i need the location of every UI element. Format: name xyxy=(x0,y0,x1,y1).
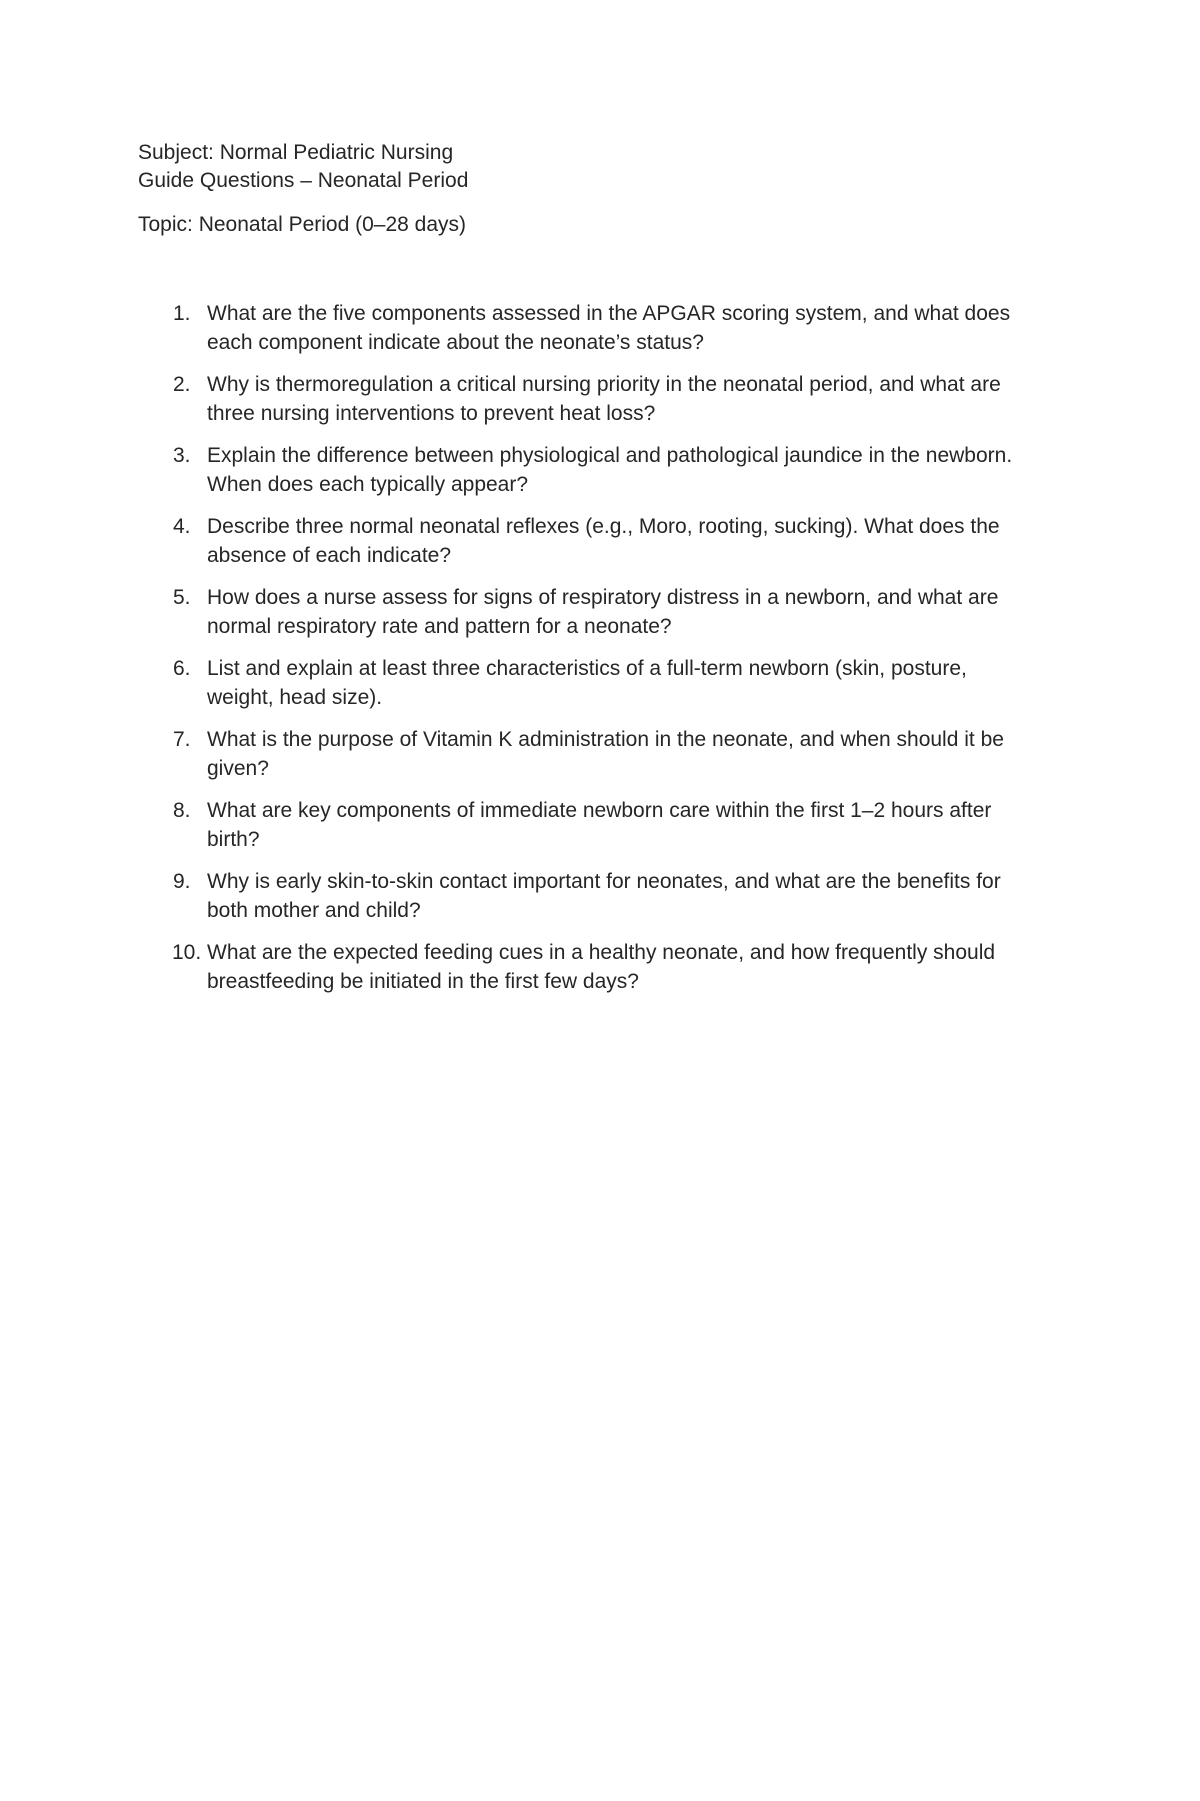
question-number: 10. xyxy=(172,941,202,964)
question-item xyxy=(138,512,1058,570)
question-text: Describe three normal neonatal reflexes (e.g., Moro, rooting, sucking). What does the absence of each indicate? xyxy=(207,515,1000,567)
subject-line: Subject: Normal Pediatric Nursing xyxy=(138,141,454,164)
question-item xyxy=(138,725,1058,783)
question-text: What are the expected feeding cues in a healthy neonate, and how frequently should breastfeeding be initiated in the first few days? xyxy=(207,941,996,993)
question-number: 5. xyxy=(173,586,191,609)
question-number: 2. xyxy=(173,373,191,396)
question-number: 1. xyxy=(173,302,191,325)
question-list xyxy=(138,299,1058,1009)
question-text: List and explain at least three characteristics of a full-term newborn (skin, posture, weight, head size). xyxy=(207,657,967,709)
question-number: 4. xyxy=(173,515,191,538)
question-text: Explain the difference between physiological and pathological jaundice in the newborn. When does each typically appear? xyxy=(207,444,1013,496)
question-number: 3. xyxy=(173,444,191,467)
guide-title: Guide Questions – Neonatal Period xyxy=(138,169,469,192)
document-header xyxy=(138,139,1038,195)
topic-line: Topic: Neonatal Period (0–28 days) xyxy=(138,213,467,236)
question-text: What are the five components assessed in the APGAR scoring system, and what does each component indicate about the neonate’s status? xyxy=(207,302,1011,354)
question-number: 8. xyxy=(173,799,191,822)
question-number: 7. xyxy=(173,728,191,751)
question-text: Why is thermoregulation a critical nursing priority in the neonatal period, and what are three nursing interventions to prevent heat loss? xyxy=(207,373,1001,425)
question-item xyxy=(138,583,1058,641)
question-number: 6. xyxy=(173,657,191,680)
question-item xyxy=(138,299,1058,357)
question-item xyxy=(138,370,1058,428)
question-text: What are key components of immediate newborn care within the first 1–2 hours after birth? xyxy=(207,799,992,851)
question-text: How does a nurse assess for signs of respiratory distress in a newborn, and what are normal respiratory rate and pattern for a neonate? xyxy=(207,586,999,638)
question-item xyxy=(138,867,1058,925)
question-text: Why is early skin-to-skin contact important for neonates, and what are the benefits for both mother and child? xyxy=(207,870,1001,922)
question-item xyxy=(138,796,1058,854)
question-text: What is the purpose of Vitamin K administration in the neonate, and when should it be given? xyxy=(207,728,1004,780)
question-item xyxy=(138,654,1058,712)
question-number: 9. xyxy=(173,870,191,893)
question-item xyxy=(138,938,1058,996)
question-item xyxy=(138,441,1058,499)
